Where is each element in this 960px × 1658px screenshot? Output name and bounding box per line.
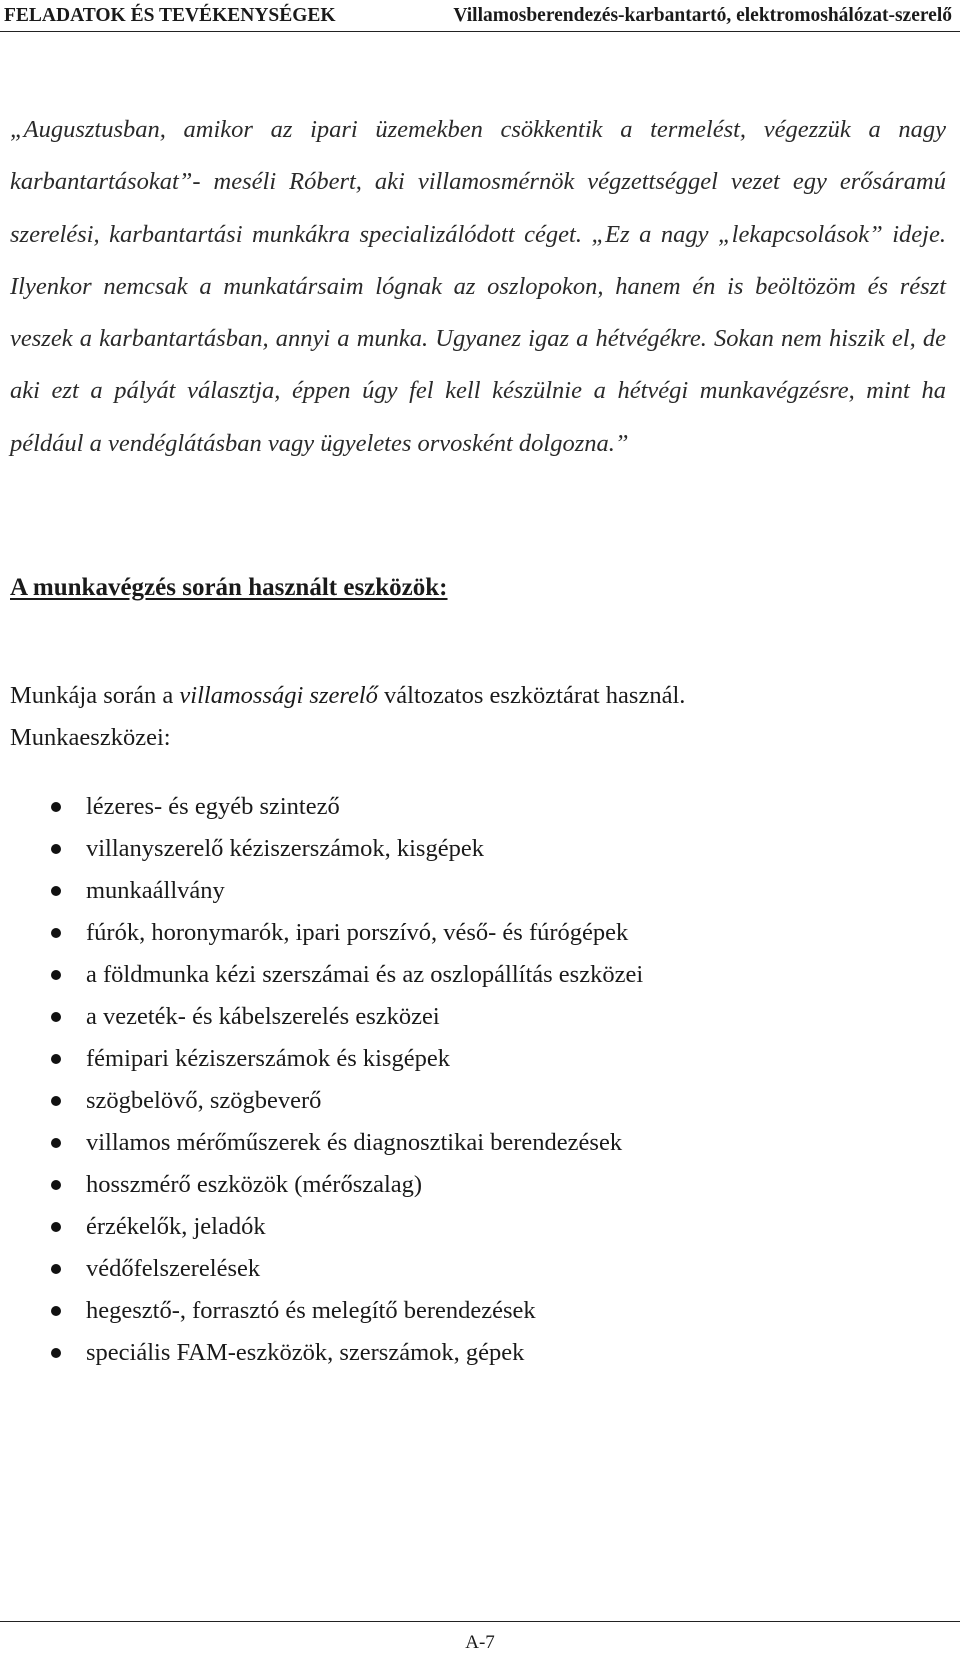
bullet-icon [51, 1306, 61, 1316]
list-item [0, 1332, 936, 1374]
header-chapter-title: FELADATOK ÉS TEVÉKENYSÉGEK [4, 4, 336, 26]
list-item [0, 996, 936, 1038]
list-item-text: hosszmérő eszközök (mérőszalag) [86, 1171, 423, 1198]
tools-list [0, 786, 936, 1374]
list-item-text: a vezeték- és kábelszerelés eszközei [86, 1003, 440, 1030]
bullet-icon [51, 1348, 61, 1358]
list-item [0, 1122, 936, 1164]
bullet-icon [51, 886, 61, 896]
list-item [0, 1290, 936, 1332]
header-profession-title: Villamosberendezés-karbantartó, elektromoshálózat-szerelő [453, 4, 952, 26]
section-title: A munkavégzés során használt eszközök: [10, 574, 448, 601]
intro-text-before: Munkája során a [10, 682, 180, 709]
bullet-icon [51, 970, 61, 980]
bullet-icon [51, 802, 61, 812]
list-item-text: fúrók, horonymarók, ipari porszívó, véső- és fúrógépek [86, 919, 629, 946]
bullet-icon [51, 1138, 61, 1148]
list-item-text: speciális FAM-eszközök, szerszámok, gépek [86, 1339, 525, 1366]
list-item [0, 1248, 936, 1290]
list-item [0, 912, 936, 954]
intro-line-2: Munkaeszközei: [10, 724, 171, 751]
intro-text-after: változatos eszköztárat használ. [377, 682, 686, 709]
bullet-icon [51, 1180, 61, 1190]
interview-quote: „Augusztusban, amikor az ipari üzemekben csökkentik a termelést, végezzük a nagy karbantartásokat”- meséli Róbert, aki villamosmérnök végzettséggel vezet egy erősáramú szerelési, karbantartási munkákra specializálódott céget. „Ez a nagy „lekapcsolások” ideje. Ilyenkor nemcsak a munkatársaim lógnak az oszlopokon, hanem én is beöltözöm és részt veszek a karbantartásban, annyi a munka. Ugyanez igaz a hétvégékre. Sokan nem hiszik el, de aki ezt a pályát választja, éppen úgy fel kell készülnie a hétvégi munkavégzésre, mint ha például a vendéglátásban vagy ügyeletes orvosként dolgozna.” [10, 116, 946, 457]
list-item [0, 1206, 936, 1248]
tools-intro [10, 675, 946, 759]
list-item-text: hegesztő-, forrasztó és melegítő berendezések [86, 1297, 536, 1324]
list-item-text: villamos mérőműszerek és diagnosztikai berendezések [86, 1129, 623, 1156]
bullet-icon [51, 928, 61, 938]
page-number: A-7 [465, 1632, 495, 1653]
list-item-text: villanyszerelő kéziszerszámok, kisgépek [86, 835, 484, 862]
list-item-text: fémipari kéziszerszámok és kisgépek [86, 1045, 450, 1072]
intro-emphasis: villamossági szerelő [179, 682, 378, 709]
page-footer [0, 1621, 960, 1654]
bullet-icon [51, 1264, 61, 1274]
list-item [0, 954, 936, 996]
list-item-text: munkaállvány [86, 877, 225, 904]
list-item-text: lézeres- és egyéb szintező [86, 793, 340, 820]
bullet-icon [51, 1222, 61, 1232]
bullet-icon [51, 1012, 61, 1022]
list-item-text: védőfelszerelések [86, 1255, 261, 1282]
list-item [0, 1080, 936, 1122]
list-item-text: szögbelövő, szögbeverő [86, 1087, 322, 1114]
list-item [0, 828, 936, 870]
list-item [0, 1038, 936, 1080]
list-item-text: a földmunka kézi szerszámai és az oszlopállítás eszközei [86, 961, 644, 988]
list-item [0, 1164, 936, 1206]
bullet-icon [51, 844, 61, 854]
list-item [0, 786, 936, 828]
list-item [0, 870, 936, 912]
page-header [0, 0, 960, 32]
bullet-icon [51, 1096, 61, 1106]
list-item-text: érzékelők, jeladók [86, 1213, 266, 1240]
bullet-icon [51, 1054, 61, 1064]
